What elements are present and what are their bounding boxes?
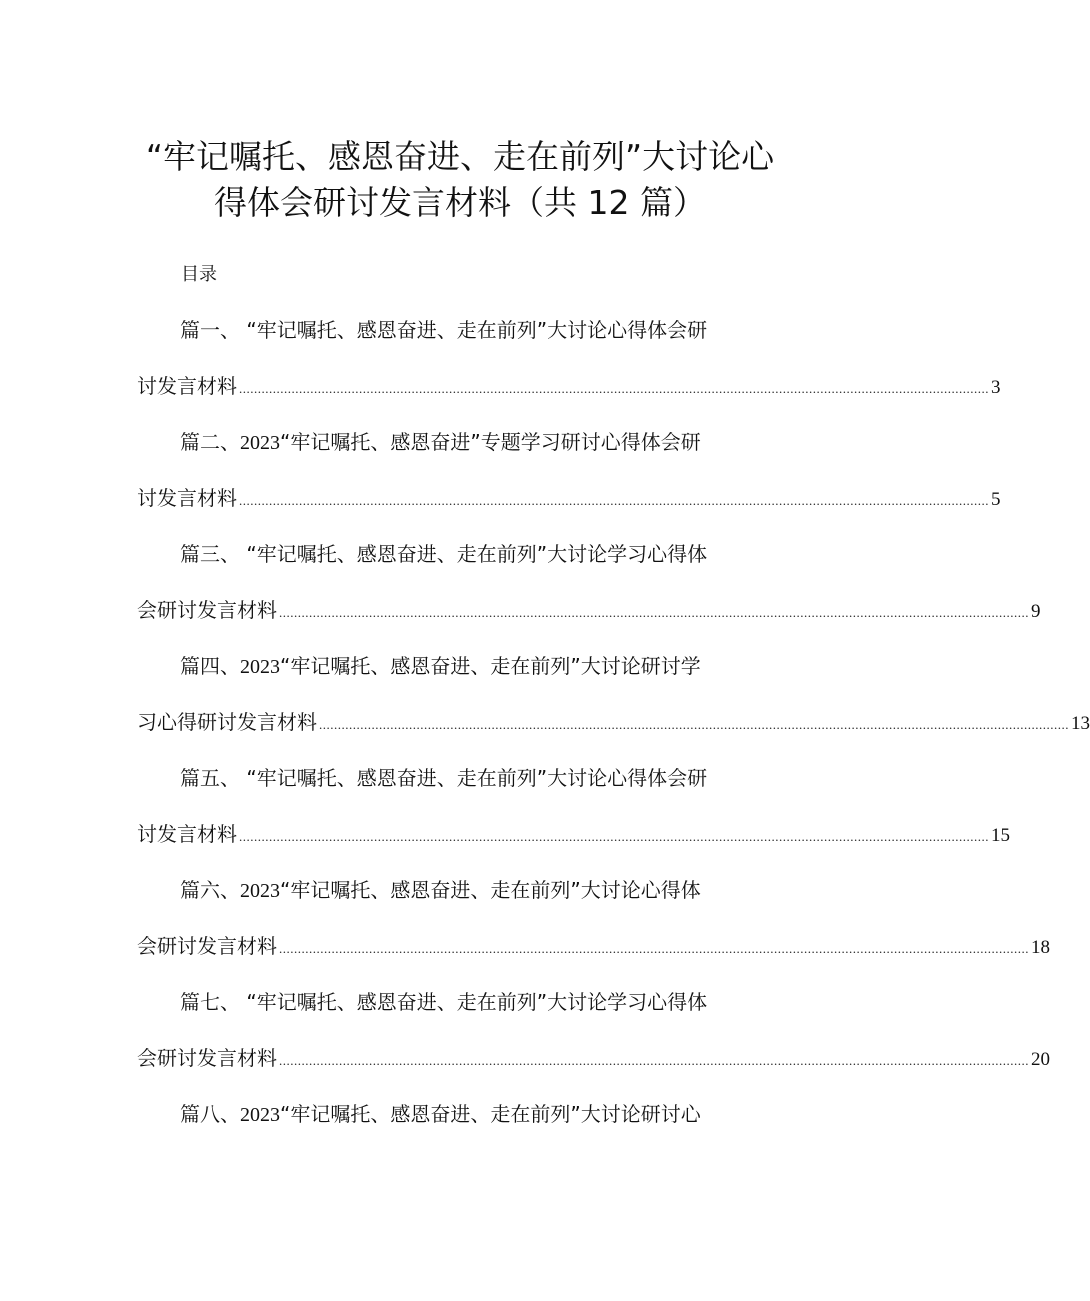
toc-entry-title-cont: 讨发言材料 — [137, 486, 237, 510]
toc-entry-8-line1[interactable] — [180, 1100, 701, 1129]
toc-page-number: 18 — [1031, 937, 1050, 958]
toc-entry-prefix: 篇五、 — [180, 766, 240, 790]
document-title-line1: “牢记嘱托、感恩奋进、走在前列”大讨论心 — [145, 137, 775, 176]
toc-entry-title: “牢记嘱托、感恩奋进、走在前列”大讨论心得体会研 — [240, 766, 708, 790]
toc-entry-3-line1[interactable] — [180, 540, 707, 569]
toc-page-number: 9 — [1031, 601, 1041, 622]
toc-leader-dots: ........................................................................................................................................................................................................ — [279, 1053, 1029, 1068]
toc-page-number: 20 — [1031, 1049, 1050, 1070]
toc-leader-dots: ........................................................................................................................................................................................................ — [279, 941, 1029, 956]
toc-entry-1-line2[interactable] — [137, 372, 1001, 403]
toc-entry-prefix: 篇二、 — [180, 430, 240, 454]
toc-entry-prefix: 篇三、 — [180, 542, 240, 566]
toc-entry-year: 2023 — [240, 1104, 280, 1126]
toc-entry-title-cont: 会研讨发言材料 — [137, 934, 277, 958]
toc-entry-4-line2[interactable] — [137, 708, 1090, 739]
toc-entry-prefix: 篇八、 — [180, 1102, 240, 1126]
toc-entry-prefix: 篇一、 — [180, 318, 240, 342]
toc-entry-title: “牢记嘱托、感恩奋进、走在前列”大讨论心得体会研 — [240, 318, 708, 342]
toc-leader-dots: ........................................................................................................................................................................................................ — [319, 717, 1069, 732]
toc-leader-dots: ........................................................................................................................................................................................................ — [279, 605, 1029, 620]
toc-entry-title: “牢记嘱托、感恩奋进、走在前列”大讨论心得体 — [280, 878, 701, 902]
toc-entry-title-cont: 会研讨发言材料 — [137, 598, 277, 622]
toc-page-number: 5 — [991, 489, 1001, 510]
toc-entry-5-line2[interactable] — [137, 820, 1010, 851]
toc-leader-dots: ........................................................................................................................................................................................................ — [239, 493, 989, 508]
toc-entry-4-line1[interactable] — [180, 652, 701, 681]
toc-entry-year: 2023 — [240, 880, 280, 902]
toc-entry-prefix: 篇七、 — [180, 990, 240, 1014]
toc-entry-prefix: 篇六、 — [180, 878, 240, 902]
toc-entry-title: “牢记嘱托、感恩奋进、走在前列”大讨论学习心得体 — [240, 990, 708, 1014]
toc-entry-3-line2[interactable] — [137, 596, 1041, 627]
toc-entry-5-line1[interactable] — [180, 764, 707, 793]
toc-entry-year: 2023 — [240, 432, 280, 454]
toc-entry-title-cont: 习心得研讨发言材料 — [137, 710, 317, 734]
toc-entry-7-line1[interactable] — [180, 988, 707, 1017]
toc-leader-dots: ........................................................................................................................................................................................................ — [239, 829, 989, 844]
toc-entry-title-cont: 讨发言材料 — [137, 822, 237, 846]
toc-entry-6-line2[interactable] — [137, 932, 1050, 963]
document-title-line2: 得体会研讨发言材料（共 12 篇） — [214, 183, 706, 222]
toc-entry-title: “牢记嘱托、感恩奋进”专题学习研讨心得体会研 — [280, 430, 701, 454]
toc-entry-1-line1[interactable] — [180, 316, 707, 345]
toc-entry-title: “牢记嘱托、感恩奋进、走在前列”大讨论学习心得体 — [240, 542, 708, 566]
toc-entry-title: “牢记嘱托、感恩奋进、走在前列”大讨论研讨学 — [280, 654, 701, 678]
toc-page-number: 3 — [991, 377, 1001, 398]
toc-entry-6-line1[interactable] — [180, 876, 701, 905]
toc-entry-2-line1[interactable] — [180, 428, 701, 457]
toc-entry-title-cont: 会研讨发言材料 — [137, 1046, 277, 1070]
toc-entry-year: 2023 — [240, 656, 280, 678]
toc-entry-prefix: 篇四、 — [180, 654, 240, 678]
toc-entry-2-line2[interactable] — [137, 484, 1001, 515]
toc-entry-7-line2[interactable] — [137, 1044, 1050, 1075]
toc-page-number: 13 — [1071, 713, 1090, 734]
toc-entry-title: “牢记嘱托、感恩奋进、走在前列”大讨论研讨心 — [280, 1102, 701, 1126]
toc-leader-dots: ........................................................................................................................................................................................................ — [239, 381, 989, 396]
toc-page-number: 15 — [991, 825, 1010, 846]
toc-label: 目录 — [181, 264, 217, 285]
toc-entry-title-cont: 讨发言材料 — [137, 374, 237, 398]
